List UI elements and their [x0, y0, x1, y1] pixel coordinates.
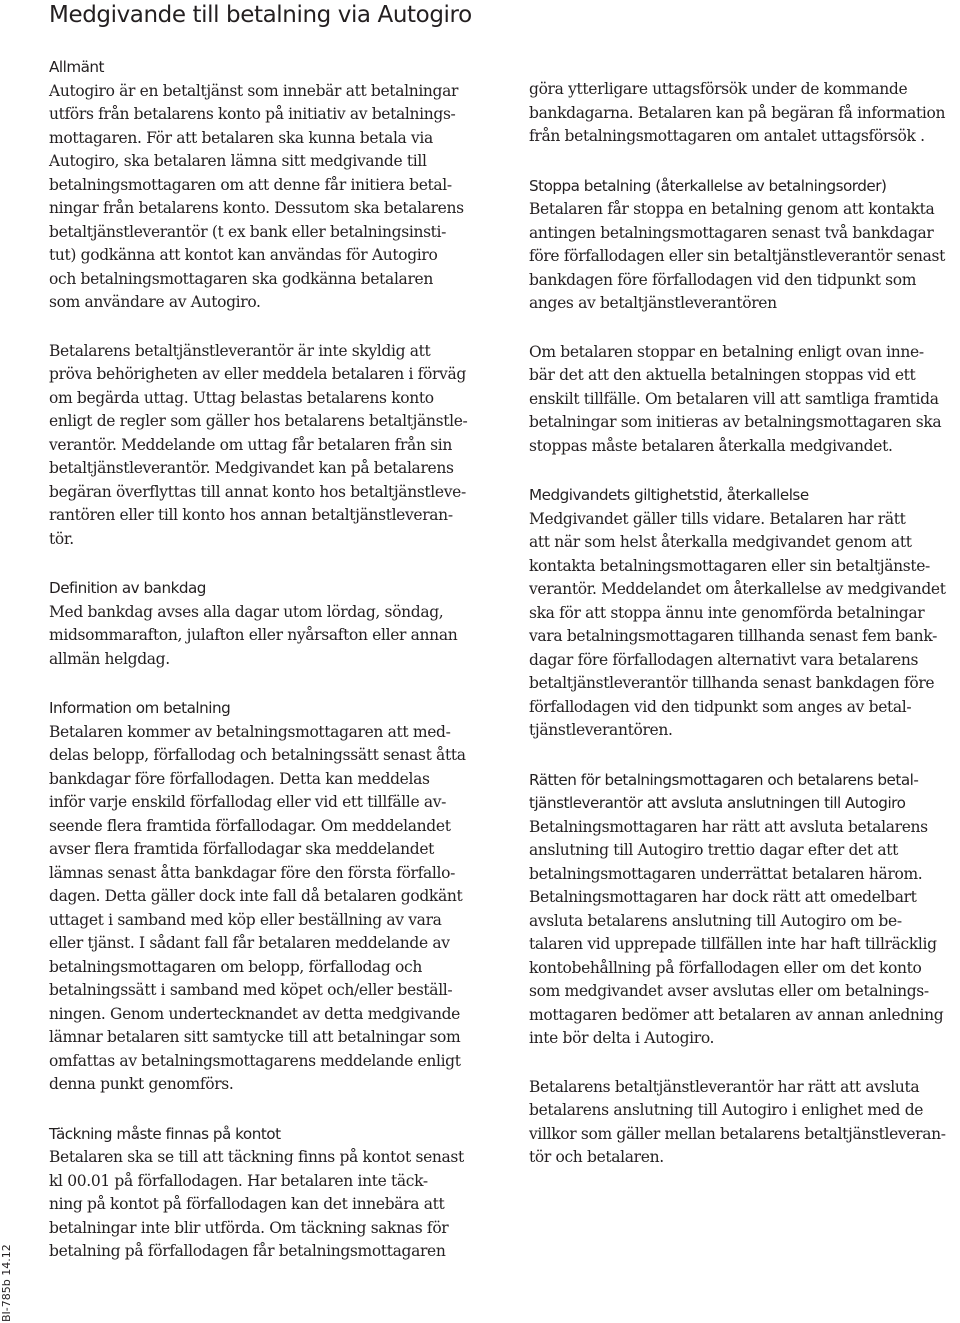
section-heading: Medgivandets giltighetstid, återkallelse — [529, 486, 809, 504]
text-line: lämnar betalaren sitt samtycke till att betalningar som — [49, 1028, 461, 1046]
text-line: betalningsmottagaren underrättat betalaren härom. — [529, 864, 923, 883]
section-heading: Allmänt — [49, 58, 105, 76]
text-line: bär det att den aktuella betalningen stoppas vid ett — [529, 366, 916, 384]
section-heading: Information om betalning — [49, 699, 231, 717]
paragraph — [529, 198, 959, 316]
text-line: mottagaren. För att betalaren ska kunna betala via — [49, 128, 433, 147]
text-line: dagen. Detta gäller dock inte fall då betalaren godkänt — [49, 887, 463, 905]
paragraph — [49, 601, 484, 672]
text-line: Autogiro är en betaltjänst som innebär att betalningar — [49, 81, 459, 100]
text-line: uttaget i samband med köp eller beställning av vara — [49, 910, 442, 929]
text-line: ning på kontot på förfallodagen kan det innebära att — [49, 1195, 445, 1213]
text-line: betaltjänstleverantör. Medgivandet kan på betalarens — [49, 459, 454, 477]
text-line: betaltjänstleverantör tillhanda senast bankdagen före — [529, 674, 935, 692]
text-line: utförs från betalarens konto på initiativ av betalnings- — [49, 105, 456, 123]
text-line: betalningsmottagaren om belopp, förfallodag och — [49, 957, 423, 976]
text-line: eller tjänst. I sådant fall får betalaren meddelande av — [49, 934, 450, 952]
heading-line: Rätten för betalningsmottagaren och betalarens betal- — [529, 770, 919, 789]
text-line: antingen betalningsmottagaren senast två bankdagar — [529, 223, 934, 242]
paragraph — [529, 816, 959, 1051]
text-line: pröva behörigheten av eller meddela betalaren i förväg — [49, 365, 466, 383]
text-line: lämnas senast åtta bankdagar före den första förfallo- — [49, 863, 455, 882]
text-line: tör. — [49, 529, 74, 548]
text-line: stoppas måste betalaren återkalla medgivandet. — [529, 436, 893, 455]
text-line: inför varje enskild förfallodag eller vid ett tillfälle av- — [49, 793, 447, 811]
text-line: före förfallodagen eller sin betaltjänstleverantör senast — [529, 247, 946, 265]
section — [49, 56, 484, 551]
paragraph — [49, 721, 484, 1097]
text-line: betalarens anslutning till Autogiro i enlighet med de — [529, 1101, 924, 1119]
text-line: dagar före förfallodagen alternativt vara betalarens — [529, 650, 919, 669]
text-line: omfattas av betalningsmottagarens meddelande enligt — [49, 1051, 461, 1070]
text-line: Om betalaren stoppar en betalning enligt ovan inne- — [529, 342, 924, 361]
section-heading: Definition av bankdag — [49, 579, 206, 597]
text-line: allmän helgdag. — [49, 649, 170, 668]
text-line: ningar från betalarens konto. Dessutom ska betalarens — [49, 199, 464, 217]
text-line: tut) godkänna att kontot kan användas för Autogiro — [49, 246, 438, 264]
text-line: tjänstleverantören. — [529, 721, 673, 739]
text-line: bankdagar före förfallodagen. Detta kan meddelas — [49, 769, 430, 788]
text-line: Betalaren kommer av betalningsmottagaren att med- — [49, 722, 451, 741]
text-line: verantör. Meddelande om uttag får betalaren från sin — [49, 435, 452, 454]
text-line: Medgivandet gäller tills vidare. Betalaren har rätt — [529, 509, 906, 528]
text-line: betalningsmottagaren om att denne får initiera betal- — [49, 175, 452, 194]
page-title: Medgivande till betalning via Autogiro — [49, 2, 472, 28]
paragraph — [529, 1076, 959, 1170]
text-line: tör och betalaren. — [529, 1148, 664, 1166]
text-line: och betalningsmottagaren ska godkänna betalaren — [49, 269, 433, 288]
text-line: betalningar som initieras av betalningsmottagaren ska — [529, 413, 942, 431]
form-code: BI-785b 14.12 — [0, 1244, 13, 1322]
text-line: som medgivandet avser avslutas eller om betalnings- — [529, 982, 929, 1000]
text-line: betalningar inte blir utförda. Om täckning saknas för — [49, 1218, 449, 1237]
text-line: från betalningsmottagaren om antalet uttagsförsök . — [529, 127, 925, 145]
text-line: verantör. Meddelandet om återkallelse av medgivandet — [529, 580, 946, 598]
paragraph — [49, 1146, 484, 1264]
text-line: bankdagen före förfallodagen vid den tidpunkt som — [529, 270, 917, 289]
text-line: seende flera framtida förfallodagar. Om meddelandet — [49, 816, 451, 835]
text-line: att när som helst återkalla medgivandet genom att — [529, 533, 912, 551]
text-line: villkor som gäller mellan betalarens betaltjänstleveran- — [529, 1124, 946, 1143]
section — [529, 769, 959, 1170]
text-line: inte bör delta i Autogiro. — [529, 1029, 715, 1047]
paragraph — [529, 78, 959, 149]
text-line: Betalaren ska se till att täckning finns på kontot senast — [49, 1148, 464, 1166]
text-line: rantören eller till konto hos annan betaltjänstleveran- — [49, 506, 453, 524]
text-line: göra ytterligare uttagsförsök under de kommande — [529, 80, 908, 98]
text-line: Betalningsmottagaren har rätt att avsluta betalarens — [529, 817, 928, 836]
text-line: kl 00.01 på förfallodagen. Har betalaren inte täck- — [49, 1171, 428, 1190]
text-line: midsommarafton, julafton eller nyårsafton eller annan — [49, 626, 458, 644]
section-heading: Stoppa betalning (återkallelse av betalningsorder) — [529, 176, 887, 195]
paragraph — [529, 508, 959, 743]
text-line: kontobehållning på förfallodagen eller om det konto — [529, 958, 922, 977]
text-line: förfallodagen vid den tidpunkt som anges av betal- — [529, 697, 912, 716]
text-line: enskilt tillfälle. Om betalaren vill att samtliga framtida — [529, 389, 939, 408]
text-line: mottagaren bedömer att betalaren av annan anledning — [529, 1005, 944, 1024]
section-heading: Täckning måste finnas på kontot — [49, 1124, 281, 1143]
text-line: kontakta betalningsmottagaren eller sin betaltjänste- — [529, 556, 930, 575]
text-line: talaren vid upprepade tillfällen inte har haft tillräcklig — [529, 935, 937, 953]
text-line: ska för att stoppa ännu inte genomförda betalningar — [529, 603, 925, 622]
heading-line: tjänstleverantör att avsluta anslutningen till Autogiro — [529, 794, 906, 812]
text-line: bankdagarna. Betalaren kan på begäran få information — [529, 103, 946, 122]
text-line: begäran överflyttas till annat konto hos betaltjänstleve- — [49, 482, 466, 501]
section — [529, 78, 959, 149]
text-line: Betalaren får stoppa en betalning genom att kontakta — [529, 200, 935, 218]
text-line: om begärda uttag. Uttag belastas betalarens konto — [49, 388, 434, 407]
text-line: delas belopp, förfallodag och betalningssätt senast åtta — [49, 746, 466, 764]
section — [49, 1123, 484, 1264]
paragraph — [49, 80, 484, 315]
text-line: Betalarens betaltjänstleverantör är inte skyldig att — [49, 341, 431, 360]
section — [49, 697, 484, 1097]
text-line: betalning på förfallodagen får betalningsmottagaren — [49, 1242, 446, 1260]
text-line: avsluta betalarens anslutning till Autogiro om be- — [529, 911, 902, 930]
section — [49, 577, 484, 671]
text-line: som användare av Autogiro. — [49, 293, 261, 311]
text-line: ningen. Genom undertecknandet av detta medgivande — [49, 1004, 460, 1023]
section — [529, 175, 959, 459]
text-line: avser flera framtida förfallodagar ska meddelandet — [49, 840, 435, 858]
text-line: enligt de regler som gäller hos betalarens betaltjänstle- — [49, 412, 468, 430]
left-column — [49, 56, 484, 1290]
text-line: Betalarens betaltjänstleverantör har rätt att avsluta — [529, 1077, 920, 1096]
text-line: anslutning till Autogiro trettio dagar efter det att — [529, 841, 898, 859]
text-line: Med bankdag avses alla dagar utom lördag, söndag, — [49, 602, 444, 621]
text-line: Autogiro, ska betalaren lämna sitt medgivande till — [49, 152, 427, 170]
text-line: vara betalningsmottagaren tillhanda senast fem bank- — [529, 627, 937, 645]
paragraph — [49, 340, 484, 552]
text-line: anges av betaltjänstleverantören — [529, 294, 777, 312]
section — [529, 484, 959, 743]
text-line: Betalningsmottagaren har dock rätt att omedelbart — [529, 888, 917, 906]
section-heading — [529, 769, 959, 816]
text-line: betalningssätt i samband med köpet och/eller beställ- — [49, 981, 453, 999]
text-line: betaltjänstleverantör (t ex bank eller betalningsinsti- — [49, 222, 447, 241]
right-column — [529, 78, 959, 1196]
text-line: denna punkt genomförs. — [49, 1075, 234, 1093]
paragraph — [529, 341, 959, 459]
